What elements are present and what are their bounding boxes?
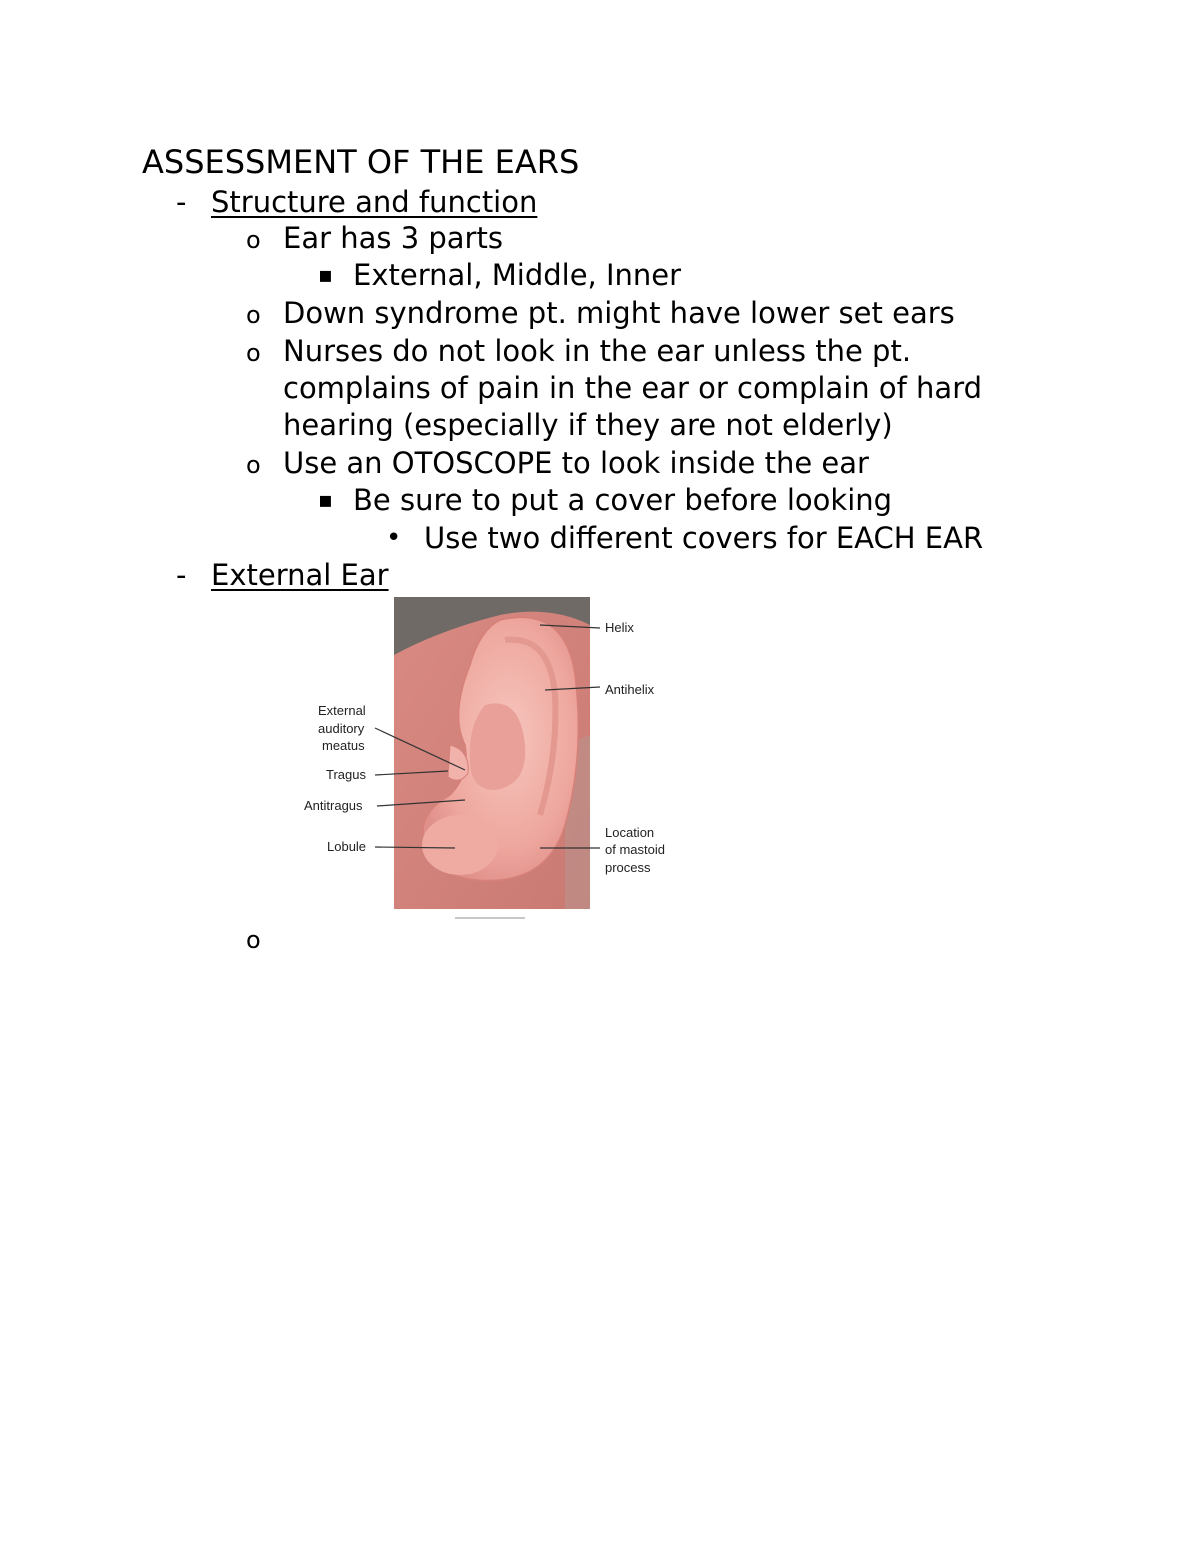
dot-marker: • [386,523,402,553]
label-tragus: Tragus [326,767,366,782]
list-item-continuation: hearing (especially if they are not elderly) [283,408,893,442]
label-helix: Helix [605,620,634,635]
list-item-continuation: complains of pain in the ear or complain of hard [283,371,983,405]
ear-anatomy-figure [300,595,680,925]
dash-marker: - [176,558,187,592]
list-item: Use two different covers for EACH EAR [424,521,984,555]
label-mastoid-line3: process [605,860,651,875]
label-antitragus: Antitragus [304,798,363,813]
label-lobule: Lobule [327,839,367,854]
list-item: Ear has 3 parts [283,221,503,255]
label-meatus-line2: auditory [318,721,365,736]
square-marker: ▪ [318,488,333,513]
circle-marker: o [246,301,261,329]
list-item: Use an OTOSCOPE to look inside the ear [283,446,869,480]
circle-marker: o [246,226,261,254]
list-item: Down syndrome pt. might have lower set ears [283,296,955,330]
circle-marker: o [246,339,261,367]
list-item: Nurses do not look in the ear unless the pt. [283,334,912,368]
section-heading-structure: Structure and function [211,185,538,219]
circle-marker: o [246,451,261,479]
label-mastoid-line2: of mastoid [605,842,665,857]
figure-caption-mark [455,917,525,919]
label-mastoid-line1: Location [605,825,655,840]
page-title: ASSESSMENT OF THE EARS [142,143,580,181]
label-antihelix: Antihelix [605,682,655,697]
lobule-shape [422,815,498,875]
label-meatus-line1: External [318,703,366,718]
circle-marker: o [246,926,261,954]
square-marker: ▪ [318,263,333,288]
list-item: Be sure to put a cover before looking [353,483,893,517]
section-heading-external-ear: External Ear [211,558,389,592]
label-meatus-line3: meatus [322,738,365,753]
list-item: External, Middle, Inner [353,258,682,292]
dash-marker: - [176,185,187,219]
concha-shape [470,703,525,790]
